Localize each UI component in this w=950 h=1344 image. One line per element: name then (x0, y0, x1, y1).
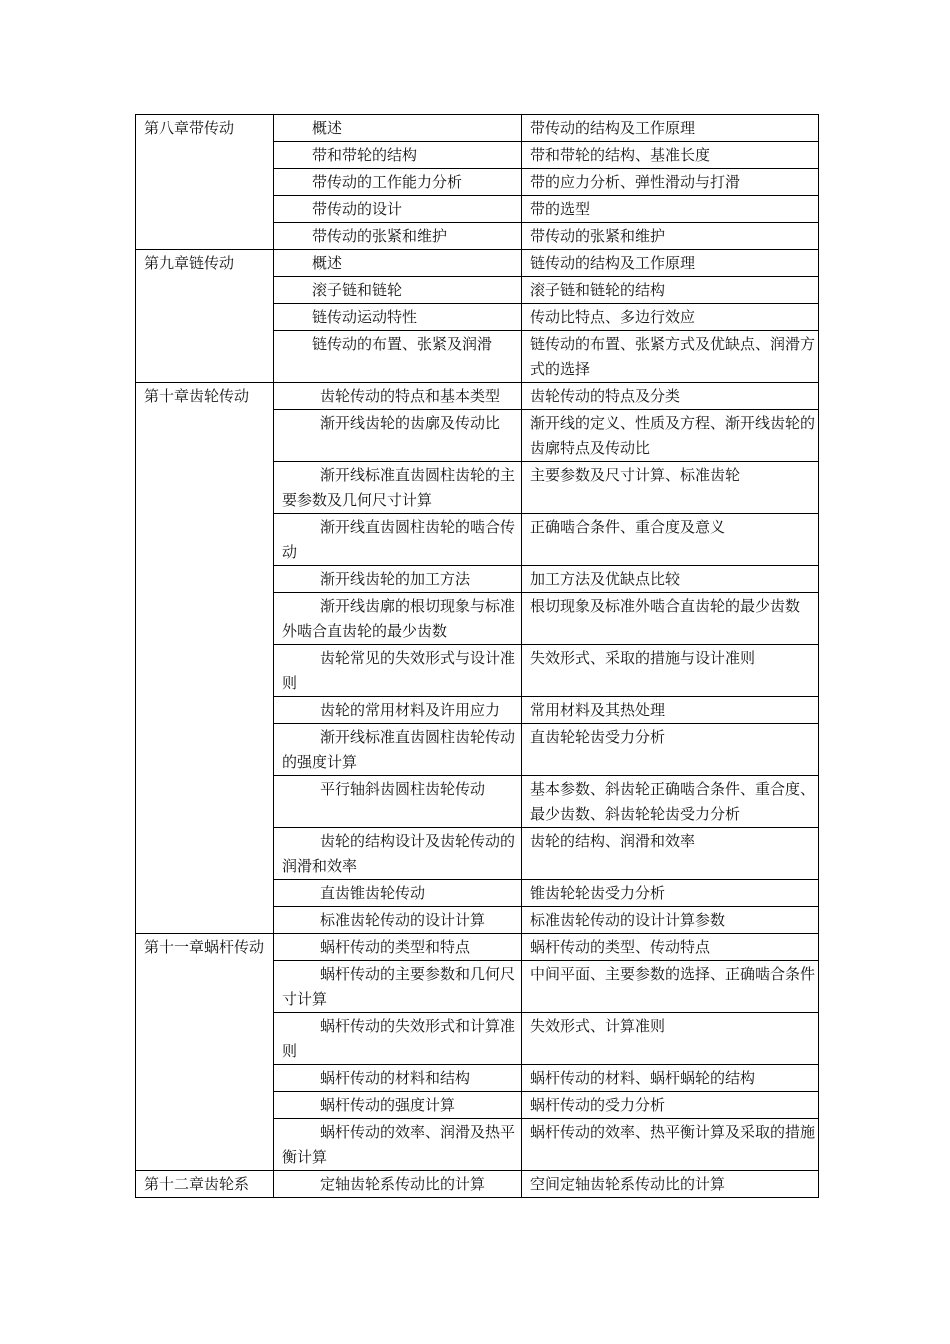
table-row (136, 250, 819, 277)
content-cell: 滚子链和链轮的结构 (522, 277, 819, 304)
content-cell: 渐开线的定义、性质及方程、渐开线齿轮的齿廓特点及传动比 (522, 410, 819, 462)
chapter-title: 第十一章蜗杆传动 (136, 934, 274, 1171)
content-cell: 基本参数、斜齿轮正确啮合条件、重合度、最少齿数、斜齿轮轮齿受力分析 (522, 776, 819, 828)
table-row (136, 934, 819, 961)
topic-cell: 标准齿轮传动的设计计算 (274, 907, 522, 934)
topic-cell: 蜗杆传动的失效形式和计算准则 (274, 1013, 522, 1065)
content-cell: 锥齿轮轮齿受力分析 (522, 880, 819, 907)
topic-cell: 概述 (274, 250, 522, 277)
content-cell: 根切现象及标准外啮合直齿轮的最少齿数 (522, 593, 819, 645)
topic-cell: 滚子链和链轮 (274, 277, 522, 304)
content-cell: 失效形式、采取的措施与设计准则 (522, 645, 819, 697)
content-cell: 带传动的张紧和维护 (522, 223, 819, 250)
content-cell: 正确啮合条件、重合度及意义 (522, 514, 819, 566)
topic-cell: 平行轴斜齿圆柱齿轮传动 (274, 776, 522, 828)
content-cell: 加工方法及优缺点比较 (522, 566, 819, 593)
topic-cell: 带和带轮的结构 (274, 142, 522, 169)
content-cell: 蜗杆传动的受力分析 (522, 1092, 819, 1119)
topic-cell: 带传动的设计 (274, 196, 522, 223)
topic-cell: 渐开线标准直齿圆柱齿轮传动的强度计算 (274, 724, 522, 776)
topic-cell: 带传动的工作能力分析 (274, 169, 522, 196)
content-cell: 中间平面、主要参数的选择、正确啮合条件 (522, 961, 819, 1013)
topic-cell: 定轴齿轮系传动比的计算 (274, 1171, 522, 1198)
content-cell: 带的选型 (522, 196, 819, 223)
content-cell: 链传动的布置、张紧方式及优缺点、润滑方式的选择 (522, 331, 819, 383)
topic-cell: 齿轮的常用材料及许用应力 (274, 697, 522, 724)
table-row (136, 383, 819, 410)
topic-cell: 齿轮的结构设计及齿轮传动的润滑和效率 (274, 828, 522, 880)
topic-cell: 渐开线标准直齿圆柱齿轮的主要参数及几何尺寸计算 (274, 462, 522, 514)
syllabus-table-body (136, 115, 819, 1198)
table-row (136, 1171, 819, 1198)
topic-cell: 蜗杆传动的效率、润滑及热平衡计算 (274, 1119, 522, 1171)
topic-cell: 蜗杆传动的类型和特点 (274, 934, 522, 961)
chapter-title: 第九章链传动 (136, 250, 274, 383)
content-cell: 齿轮传动的特点及分类 (522, 383, 819, 410)
content-cell: 带传动的结构及工作原理 (522, 115, 819, 142)
topic-cell: 概述 (274, 115, 522, 142)
content-cell: 带和带轮的结构、基准长度 (522, 142, 819, 169)
topic-cell: 渐开线齿廓的根切现象与标准外啮合直齿轮的最少齿数 (274, 593, 522, 645)
chapter-title: 第八章带传动 (136, 115, 274, 250)
content-cell: 空间定轴齿轮系传动比的计算 (522, 1171, 819, 1198)
content-cell: 传动比特点、多边行效应 (522, 304, 819, 331)
topic-cell: 渐开线齿轮的加工方法 (274, 566, 522, 593)
topic-cell: 带传动的张紧和维护 (274, 223, 522, 250)
topic-cell: 链传动的布置、张紧及润滑 (274, 331, 522, 383)
topic-cell: 渐开线齿轮的齿廓及传动比 (274, 410, 522, 462)
syllabus-table (135, 114, 819, 1198)
content-cell: 链传动的结构及工作原理 (522, 250, 819, 277)
content-cell: 蜗杆传动的类型、传动特点 (522, 934, 819, 961)
topic-cell: 齿轮传动的特点和基本类型 (274, 383, 522, 410)
table-row (136, 115, 819, 142)
content-cell: 蜗杆传动的效率、热平衡计算及采取的措施 (522, 1119, 819, 1171)
content-cell: 失效形式、计算准则 (522, 1013, 819, 1065)
content-cell: 主要参数及尺寸计算、标准齿轮 (522, 462, 819, 514)
chapter-title: 第十章齿轮传动 (136, 383, 274, 934)
topic-cell: 渐开线直齿圆柱齿轮的啮合传动 (274, 514, 522, 566)
topic-cell: 蜗杆传动的主要参数和几何尺寸计算 (274, 961, 522, 1013)
content-cell: 常用材料及其热处理 (522, 697, 819, 724)
content-cell: 标准齿轮传动的设计计算参数 (522, 907, 819, 934)
content-cell: 直齿轮轮齿受力分析 (522, 724, 819, 776)
topic-cell: 链传动运动特性 (274, 304, 522, 331)
topic-cell: 齿轮常见的失效形式与设计准则 (274, 645, 522, 697)
content-cell: 带的应力分析、弹性滑动与打滑 (522, 169, 819, 196)
topic-cell: 直齿锥齿轮传动 (274, 880, 522, 907)
topic-cell: 蜗杆传动的材料和结构 (274, 1065, 522, 1092)
chapter-title: 第十二章齿轮系 (136, 1171, 274, 1198)
topic-cell: 蜗杆传动的强度计算 (274, 1092, 522, 1119)
content-cell: 蜗杆传动的材料、蜗杆蜗轮的结构 (522, 1065, 819, 1092)
content-cell: 齿轮的结构、润滑和效率 (522, 828, 819, 880)
